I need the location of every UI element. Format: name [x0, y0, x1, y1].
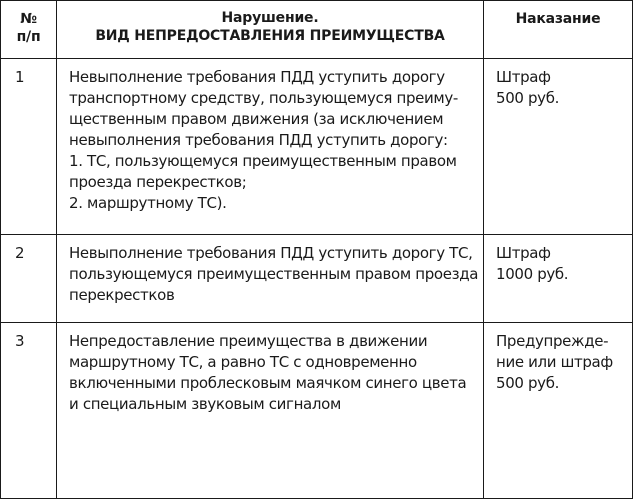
violation-cell: [57, 323, 484, 499]
row-number: 2: [15, 244, 25, 262]
violation-text-line: транспортному средству, пользующемуся преиму-: [69, 89, 458, 107]
penalty-text-line: Штраф: [496, 68, 551, 86]
header-penalty-line: Наказание: [515, 11, 601, 27]
violation-text-line: пользующемуся преимущественным правом проезда: [69, 265, 479, 283]
row-number-cell: [1, 323, 57, 499]
violation-text-line: перекрестков: [69, 286, 175, 304]
table-header-row: [1, 1, 633, 59]
header-number: [1, 1, 57, 59]
violation-cell: [57, 235, 484, 323]
violation-cell: [57, 59, 484, 235]
violation-text-line: щественным правом движения (за исключением: [69, 110, 444, 128]
penalty-cell: [484, 323, 633, 499]
penalty-text-line: 1000 руб.: [496, 265, 569, 283]
violation-text-line: Непредоставление преимущества в движении: [69, 332, 428, 350]
table-row: [1, 59, 633, 235]
header-violation-line: Нарушение.: [221, 10, 319, 26]
header-number-line: п/п: [16, 29, 41, 45]
header-violation-line: ВИД НЕПРЕДОСТАВЛЕНИЯ ПРЕИМУЩЕСТВА: [95, 28, 445, 44]
penalty-text-line: Предупрежде-: [496, 332, 609, 350]
row-number-cell: [1, 59, 57, 235]
violation-text-line: проезда перекрестков;: [69, 173, 247, 191]
penalty-text-line: ние или штраф: [496, 353, 613, 371]
violation-text-line: 1. ТС, пользующемуся преимущественным правом: [69, 152, 457, 170]
table-row: [1, 323, 633, 499]
penalty-text-line: 500 руб.: [496, 374, 560, 392]
header-violation: [57, 1, 484, 59]
header-number-line: №: [20, 11, 37, 27]
table-row: [1, 235, 633, 323]
row-number: 1: [15, 68, 25, 86]
header-penalty: [484, 1, 633, 59]
violation-text-line: Невыполнение требования ПДД уступить дорогу ТС,: [69, 244, 473, 262]
penalty-text-line: 500 руб.: [496, 89, 560, 107]
violation-text-line: 2. маршрутному ТС).: [69, 194, 227, 212]
violation-text-line: Невыполнение требования ПДД уступить дорогу: [69, 68, 445, 86]
violation-text-line: включенными проблесковым маячком синего цвета: [69, 374, 467, 392]
violation-text-line: и специальным звуковым сигналом: [69, 395, 341, 413]
penalty-cell: [484, 235, 633, 323]
penalty-cell: [484, 59, 633, 235]
row-number-cell: [1, 235, 57, 323]
penalty-text-line: Штраф: [496, 244, 551, 262]
violation-text-line: невыполнения требования ПДД уступить дорогу:: [69, 131, 448, 149]
violation-text-line: маршрутному ТС, а равно ТС с одновременно: [69, 353, 417, 371]
row-number: 3: [15, 332, 25, 350]
